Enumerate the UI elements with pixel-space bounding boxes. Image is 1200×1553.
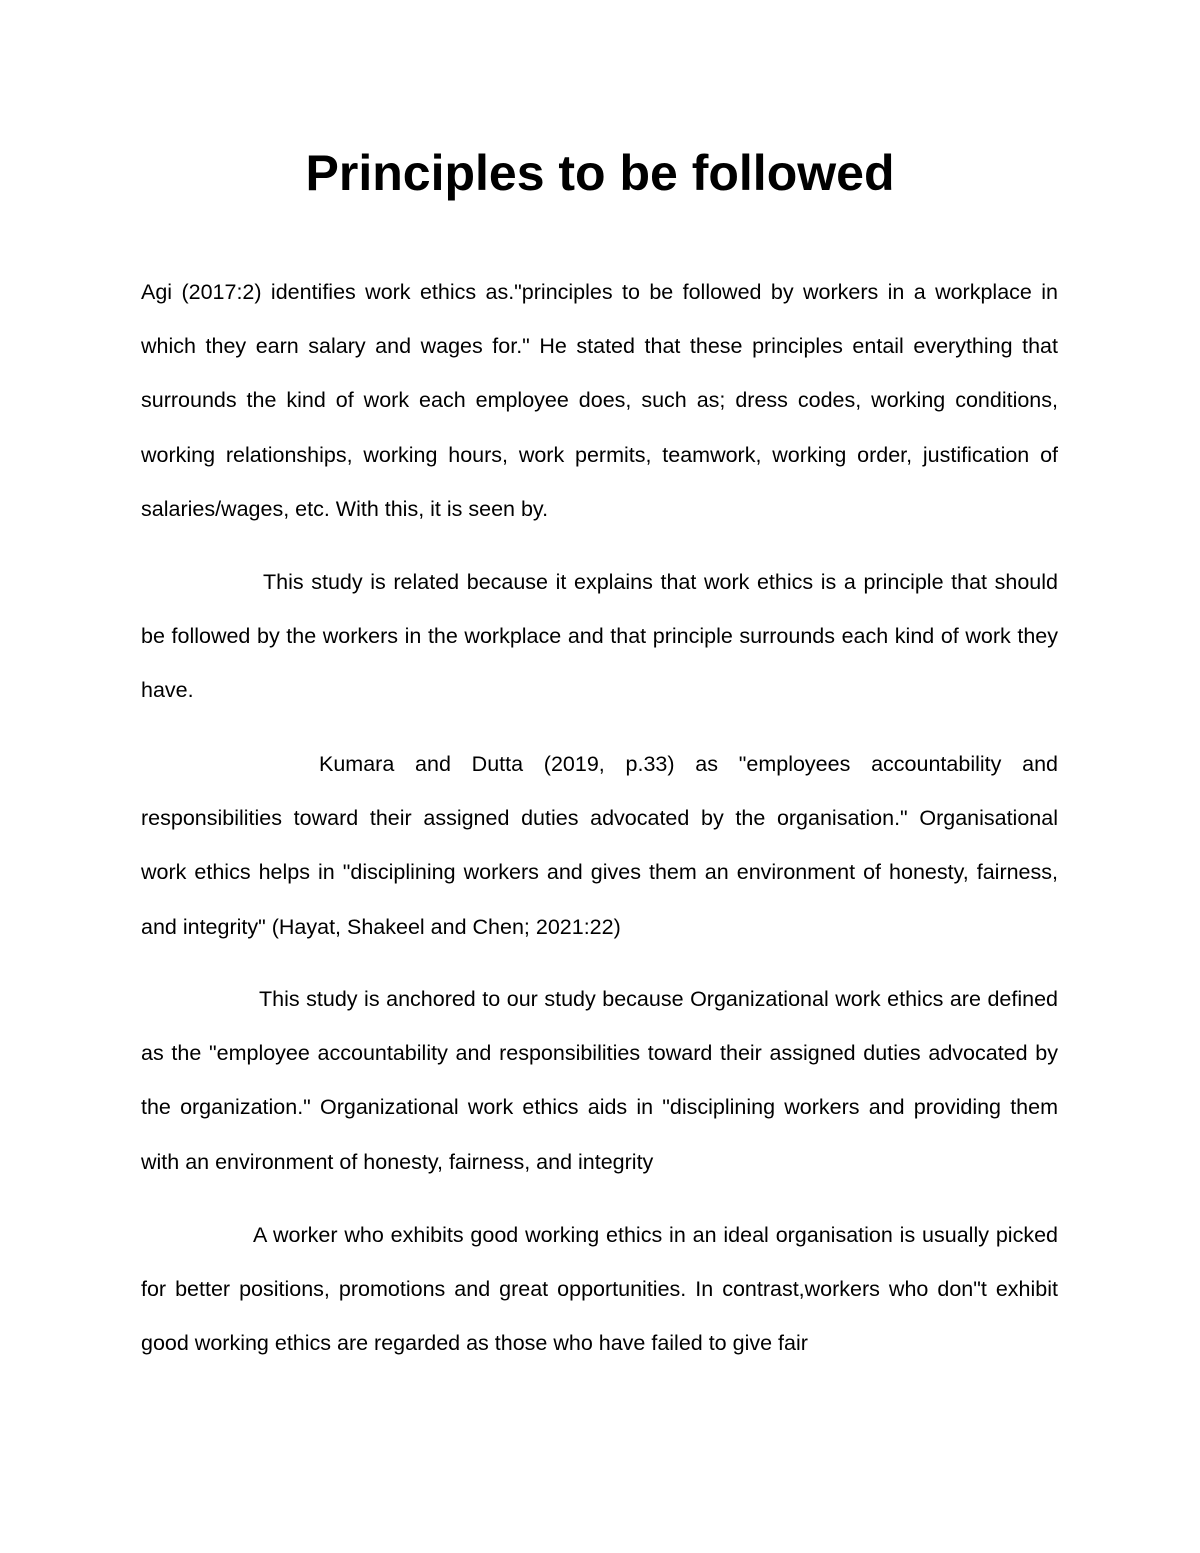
paragraph-study-anchored: This study is anchored to our study because Organizational work ethics are defined as the "employee accountability and responsibilities toward their assigned duties advocated by the organization." Organizational work ethics aids in "disciplining workers and providing them with an environment of honesty, fairness, and integrity bbox=[141, 987, 1058, 1174]
paragraph-kumara-dutta: Kumara and Dutta (2019, p.33) as "employees accountability and responsibilities toward their assigned duties advocated by the organisation." Organisational work ethics helps in "disciplining workers and gives them an environment of honesty, fairness, and integrity" (Hayat, Shakeel and Chen; 2021:22) bbox=[141, 752, 1058, 939]
page-title: Principles to be followed bbox=[305, 145, 895, 201]
paragraph-worker-ethics: A worker who exhibits good working ethics in an ideal organisation is usually picked for better positions, promotions and great opportunities. In contrast,workers who don"t exhibit good working ethics are regarded as those who have failed to give fair bbox=[141, 1223, 1058, 1356]
paragraph-study-related: This study is related because it explains that work ethics is a principle that should be followed by the workers in the workplace and that principle surrounds each kind of work they have. bbox=[141, 570, 1058, 703]
paragraph-agi-definition: Agi (2017:2) identifies work ethics as."principles to be followed by workers in a workplace in which they earn salary and wages for." He stated that these principles entail everything that surrounds the kind of work each employee does, such as; dress codes, working conditions, working relationships, working hours, work permits, teamwork, working order, justification of salaries/wages, etc. With this, it is seen by. bbox=[141, 280, 1058, 521]
